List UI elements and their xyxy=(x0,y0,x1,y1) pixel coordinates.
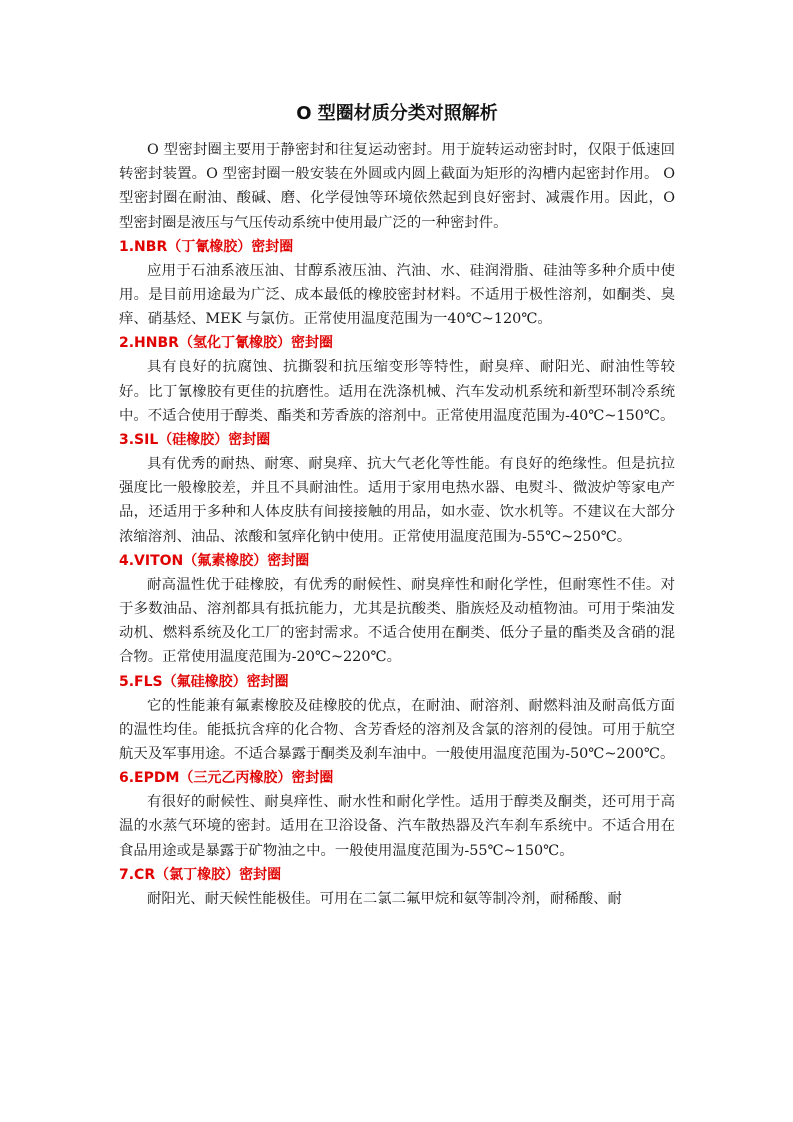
document-page xyxy=(119,100,675,911)
intro-paragraph: O 型密封圈主要用于静密封和往复运动密封。用于旋转运动密封时，仅限于低速回转密封装置。O 型密封圈一般安装在外圆或内圆上截面为矩形的沟槽内起密封作用。 O 型密封圈在耐油、酸碱、磨、化学侵蚀等环境依然起到良好密封、减震作用。因此，O 型密封圈是液压与气压传动系统中使用最广泛的一种密封件。 xyxy=(119,142,675,231)
section-heading-fls: 5.FLS（氟硅橡胶）密封圈 xyxy=(119,673,289,690)
section-body-viton: 耐高温性优于硅橡胶，有优秀的耐候性、耐臭痒性和耐化学性，但耐寒性不佳。对于多数油品、溶剂都具有抵抗能力，尤其是抗酸类、脂族烃及动植物油。可用于柴油发动机、燃料系统及化工厂的密封需求。不适合使用在酮类、低分子量的酯类及含硝的混合物。正常使用温度范围为-20℃~220℃。 xyxy=(119,576,675,666)
section-heading-sil: 3.SIL（硅橡胶）密封圈 xyxy=(119,432,271,449)
document-title: O 型圈材质分类对照解析 xyxy=(296,103,498,124)
section-body-epdm: 有很好的耐候性、耐臭痒性、耐水性和耐化学性。适用于醇类及酮类，还可用于高温的水蒸气环境的密封。适用在卫浴设备、汽车散热器及汽车刹车系统中。不适合用在食品用途或是暴露于矿物油之中。一般使用温度范围为-55℃~150℃。 xyxy=(119,794,675,859)
section-heading-cr: 7.CR（氯丁橡胶）密封圈 xyxy=(119,866,282,883)
section-body-sil: 具有优秀的耐热、耐寒、耐臭痒、抗大气老化等性能。有良好的绝缘性。但是抗拉强度比一般橡胶差，并且不具耐油性。适用于家用电热水器、电熨斗、微波炉等家电产品，还适用于多种和人体皮肤有间接接触的用品，如水壶、饮水机等。不建议在大部分浓缩溶剂、油品、浓酸和氢痒化钠中使用。正常使用温度范围为-55℃~250℃。 xyxy=(119,456,675,545)
section-heading-epdm: 6.EPDM（三元乙丙橡胶）密封圈 xyxy=(119,770,334,787)
section-heading-viton: 4.VITON（氟素橡胶）密封圈 xyxy=(119,552,310,569)
section-body-nbr: 应用于石油系液压油、甘醇系液压油、汽油、水、硅润滑脂、硅油等多种介质中使用。是目前用途最为广泛、成本最低的橡胶密封材料。不适用于极性溶剂，如酮类、臭痒、硝基烃、MEK 与氯仿。正常使用温度范围为一40℃~120℃。 xyxy=(119,262,675,328)
section-body-cr: 耐阳光、耐天候性能极佳。可用在二氯二氟甲烷和氨等制冷剂，耐稀酸、耐 xyxy=(147,890,622,907)
section-body-fls: 它的性能兼有氟素橡胶及硅橡胶的优点，在耐油、耐溶剂、耐燃料油及耐高低方面的温性均佳。能抵抗含痒的化合物、含芳香烃的溶剂及含氯的溶剂的侵蚀。可用于航空航天及军事用途。不适合暴露于酮类及刹车油中。一般使用温度范围为-50℃~200℃。 xyxy=(119,697,675,763)
section-heading-nbr: 1.NBR（丁氰橡胶）密封圈 xyxy=(119,238,294,255)
section-heading-hnbr: 2.HNBR（氢化丁氰橡胶）密封圈 xyxy=(119,335,333,352)
section-body-hnbr: 具有良好的抗腐蚀、抗撕裂和抗压缩变形等特性，耐臭痒、耐阳光、耐油性等较好。比丁氰橡胶有更佳的抗磨性。适用在洗涤机械、汽车发动机系统和新型环制冷系统中。不适合使用于醇类、酯类和芳香族的溶剂中。正常使用温度范围为-40℃~150℃。 xyxy=(119,359,675,424)
